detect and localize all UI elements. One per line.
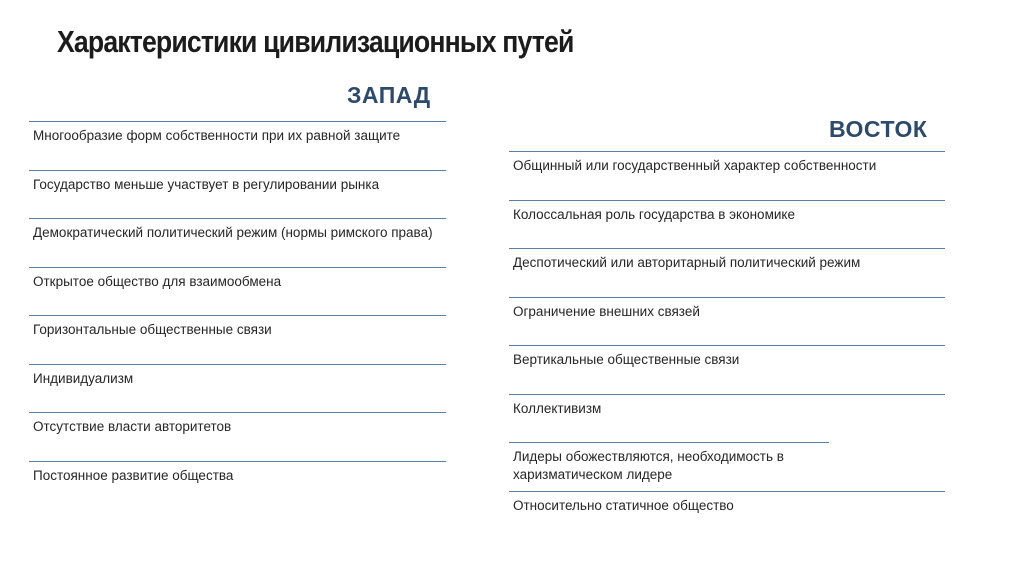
east-heading: ВОСТОК xyxy=(829,116,928,142)
west-item: Индивидуализм xyxy=(29,364,446,413)
east-item: Лидеры обожествляются, необходимость в харизматическом лидере xyxy=(509,442,829,491)
east-item: Колоссальная роль государства в экономике xyxy=(509,200,945,249)
west-list xyxy=(29,121,446,509)
west-item: Многообразие форм собственности при их равной защите xyxy=(29,121,446,170)
east-item: Коллективизм xyxy=(509,394,945,443)
west-item: Постоянное развитие общества xyxy=(29,461,446,510)
west-item: Государство меньше участвует в регулировании рынка xyxy=(29,170,446,219)
west-heading: ЗАПАД xyxy=(347,82,431,108)
east-item: Относительно статичное общество xyxy=(509,491,945,540)
slide-title: Характеристики цивилизационных путей xyxy=(57,24,574,59)
east-item: Вертикальные общественные связи xyxy=(509,345,945,394)
east-item: Деспотический или авторитарный политический режим xyxy=(509,248,945,297)
west-item: Демократический политический режим (нормы римского права) xyxy=(29,218,446,267)
east-item: Ограничение внешних связей xyxy=(509,297,945,346)
west-item: Отсутствие власти авторитетов xyxy=(29,412,446,461)
west-item: Открытое общество для взаимообмена xyxy=(29,267,446,316)
east-item: Общинный или государственный характер собственности xyxy=(509,151,945,200)
west-item: Горизонтальные общественные связи xyxy=(29,315,446,364)
east-list xyxy=(509,151,945,539)
